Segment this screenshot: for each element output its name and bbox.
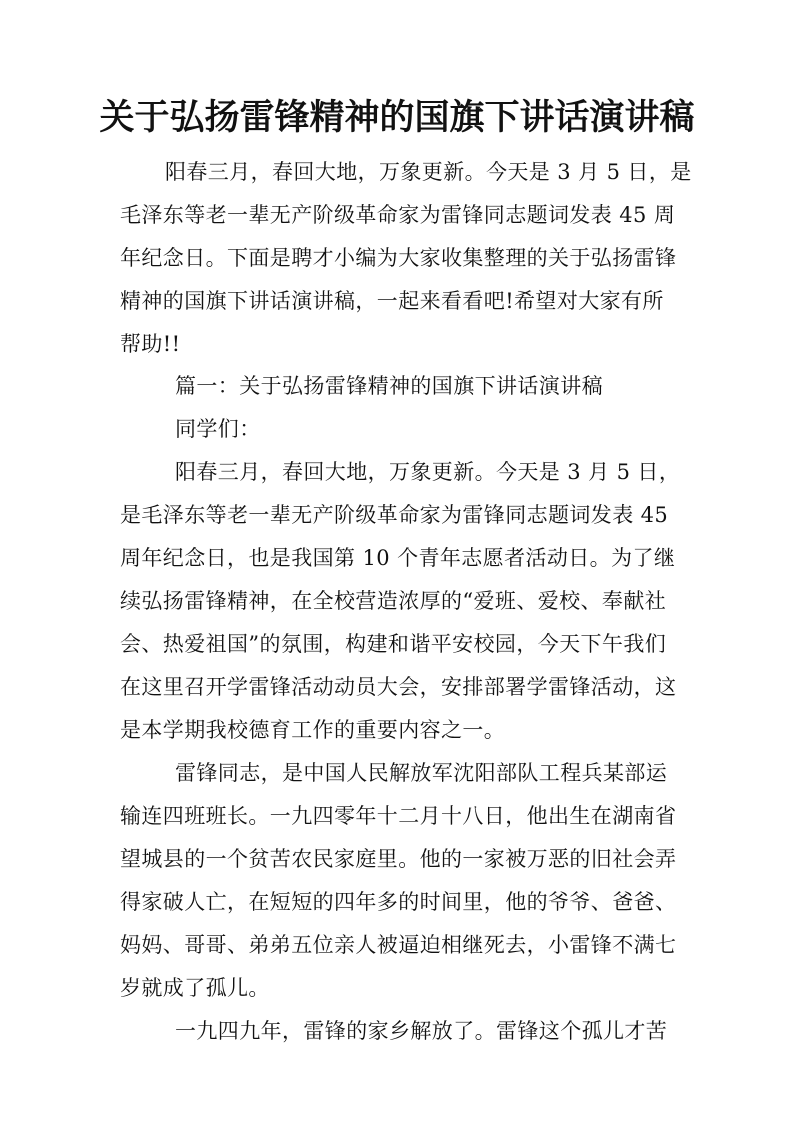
paragraph-line: 精神的国旗下讲话演讲稿，一起来看看吧!希望对大家有所 <box>120 289 664 313</box>
paragraph-line: 阳春三月，春回大地，万象更新。今天是 3 月 5 日，是 <box>165 160 692 184</box>
paragraph-line: 毛泽东等老一辈无产阶级革命家为雷锋同志题词发表 45 周 <box>120 203 676 227</box>
paragraph-line: 年纪念日。下面是聘才小编为大家收集整理的关于弘扬雷锋 <box>120 246 677 270</box>
paragraph-line: 帮助!! <box>120 332 181 356</box>
paragraph-line: 望城县的一个贫苦农民家庭里。他的一家被万恶的旧社会弄 <box>120 847 677 871</box>
paragraph-line: 在这里召开学雷锋活动动员大会，安排部署学雷锋活动，这 <box>120 675 677 699</box>
paragraph-line: 妈妈、哥哥、弟弟五位亲人被逼迫相继死去，小雷锋不满七 <box>120 933 677 957</box>
salutation: 同学们： <box>175 417 261 441</box>
paragraph-line: 阳春三月，春回大地，万象更新。今天是 3 月 5 日， <box>175 460 681 484</box>
paragraph-line: 得家破人亡，在短短的四年多的时间里，他的爷爷、爸爸、 <box>120 890 677 914</box>
document-title: 关于弘扬雷锋精神的国旗下讲话演讲稿 <box>99 97 695 138</box>
paragraph-line: 雷锋同志，是中国人民解放军沈阳部队工程兵某部运 <box>175 761 668 785</box>
paragraph-line: 会、热爱祖国”的氛围，构建和谐平安校园，今天下午我们 <box>120 632 667 656</box>
paragraph-line: 是本学期我校德育工作的重要内容之一。 <box>120 718 506 742</box>
paragraph-line: 续弘扬雷锋精神，在全校营造浓厚的“爱班、爱校、奉献社 <box>120 589 667 613</box>
paragraph-line: 输连四班班长。一九四零年十二月十八日，他出生在湖南省 <box>120 804 677 828</box>
section-heading: 篇一：关于弘扬雷锋精神的国旗下讲话演讲稿 <box>175 374 603 398</box>
paragraph-line: 是毛泽东等老一辈无产阶级革命家为雷锋同志题词发表 45 <box>120 503 669 527</box>
paragraph-line: 周年纪念日，也是我国第 10 个青年志愿者活动日。为了继 <box>120 546 676 570</box>
paragraph-line: 一九四九年，雷锋的家乡解放了。雷锋这个孤儿才苦 <box>175 1019 668 1043</box>
paragraph-line: 岁就成了孤儿。 <box>120 976 270 1000</box>
